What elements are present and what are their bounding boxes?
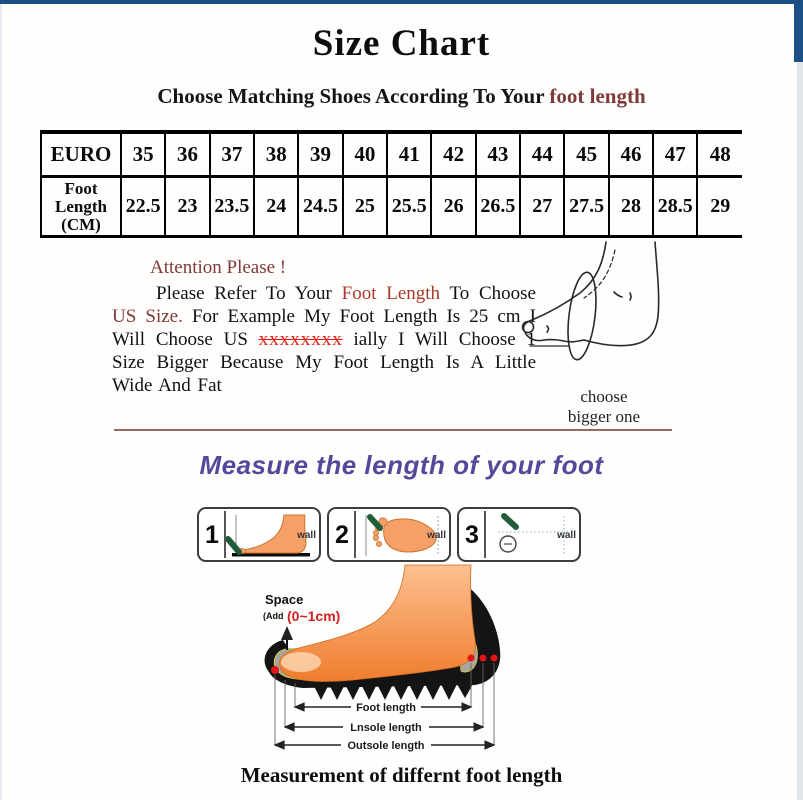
foot-length-cell: 26	[431, 177, 475, 237]
left-border	[0, 4, 2, 800]
euro-size-cell: 44	[520, 132, 564, 177]
sketch-instep	[532, 242, 606, 320]
measure-steps	[197, 507, 581, 562]
attention-paragraph	[112, 282, 536, 397]
subtitle-text: Choose Matching Shoes According To Your	[157, 84, 550, 108]
foot-length-row	[41, 177, 742, 237]
sketch-ankle-mark	[614, 292, 622, 297]
foot-length-highlight: Foot Length	[341, 283, 441, 304]
euro-size-cell: 41	[387, 132, 431, 177]
measure-point	[271, 666, 279, 674]
euro-size-cell: 43	[476, 132, 520, 177]
step-box-1	[197, 507, 321, 562]
right-border-gray	[797, 62, 803, 800]
foot-length-cell: 24.5	[298, 177, 342, 237]
euro-size-cell: 47	[653, 132, 697, 177]
euro-size-cell: 39	[298, 132, 342, 177]
section-divider	[114, 429, 672, 431]
foot-length-cell: 23.5	[210, 177, 254, 237]
foot-length-cell: 24	[254, 177, 298, 237]
attention-text: To Choose	[440, 283, 536, 304]
sketch-toes	[525, 332, 584, 342]
foot-length-cell: 27.5	[564, 177, 608, 237]
euro-size-cell: 40	[343, 132, 387, 177]
wall-label: wall	[297, 530, 316, 541]
euro-size-cell: 37	[210, 132, 254, 177]
space-label: Space	[265, 592, 304, 607]
subtitle-highlight: foot length	[549, 84, 646, 108]
size-table	[40, 130, 742, 238]
space-range-label: (0~1cm)	[287, 608, 341, 624]
green-marker-icon	[370, 517, 380, 528]
step-number: 2	[335, 521, 349, 549]
attention-text: For Example My Foot Length Is 25 cm I Will Choose US	[112, 306, 537, 350]
step-number: 1	[205, 521, 219, 549]
sketch-dashed-line	[584, 250, 615, 298]
euro-size-cell: 36	[165, 132, 209, 177]
euro-size-cell: 48	[697, 132, 742, 177]
foot-length-cell: 25	[343, 177, 387, 237]
crossed-out-text: xxxxxxxx	[258, 329, 343, 350]
foot-length-cell: 26.5	[476, 177, 520, 237]
foot-length-cell: 23	[165, 177, 209, 237]
foot-length-label: Foot length	[356, 702, 416, 714]
shoe-measurement-diagram	[225, 562, 597, 762]
foot-length-cell: 25.5	[387, 177, 431, 237]
sketch-heel-sole	[584, 340, 636, 346]
attention-text: ially I Will Choose 1 Size Bigger Because My Foot Length Is A Little Wide And Fat	[112, 329, 537, 396]
attention-title: Attention Please !	[150, 257, 287, 278]
diagram-caption: Measurement of differnt foot length	[240, 763, 563, 787]
euro-size-cell: 35	[121, 132, 165, 177]
toe-highlight	[281, 652, 321, 672]
measure-point	[468, 655, 475, 662]
euro-size-cell: 46	[609, 132, 653, 177]
measure-heading: Measure the length of your foot	[199, 450, 604, 480]
euro-size-cell: 45	[564, 132, 608, 177]
sketch-back-leg	[636, 242, 659, 344]
euro-row	[41, 132, 742, 177]
insole-length-label: Lnsole length	[350, 722, 422, 734]
outsole-length-label: Outsole length	[347, 740, 425, 752]
wall-label: wall	[427, 530, 446, 541]
foot-length-cell: 28	[609, 177, 653, 237]
green-marker-icon	[228, 539, 239, 552]
step-number: 3	[465, 521, 479, 549]
subtitle	[0, 84, 803, 109]
foot-length-cell: 29	[697, 177, 742, 237]
foot-side-view	[239, 515, 306, 553]
euro-row-label: EURO	[41, 132, 121, 177]
space-add-label: (Add	[263, 611, 284, 621]
wall-label: wall	[557, 530, 576, 541]
foot-length-cell: 28.5	[653, 177, 697, 237]
step-box-3	[457, 507, 581, 562]
foot-length-cell: 27	[520, 177, 564, 237]
step-box-2	[327, 507, 451, 562]
choose-bigger-note: choose bigger one	[567, 387, 641, 426]
sketch-measuring-loop	[564, 271, 601, 362]
green-marker-icon	[504, 516, 516, 527]
foot-length-row-label: Foot Length (CM)	[41, 177, 121, 237]
foot-sketch-illustration	[518, 240, 696, 382]
attention-text: Please Refer To Your	[156, 283, 342, 304]
euro-size-cell: 38	[254, 132, 298, 177]
attention-section	[112, 257, 536, 397]
sketch-ankle-mark	[630, 293, 631, 300]
euro-size-cell: 42	[431, 132, 475, 177]
foot-length-cell: 22.5	[121, 177, 165, 237]
page-title: Size Chart	[312, 23, 491, 64]
measure-point	[480, 655, 487, 662]
us-size-highlight: US Size.	[112, 306, 183, 327]
measure-point	[491, 655, 498, 662]
top-border	[0, 0, 803, 4]
